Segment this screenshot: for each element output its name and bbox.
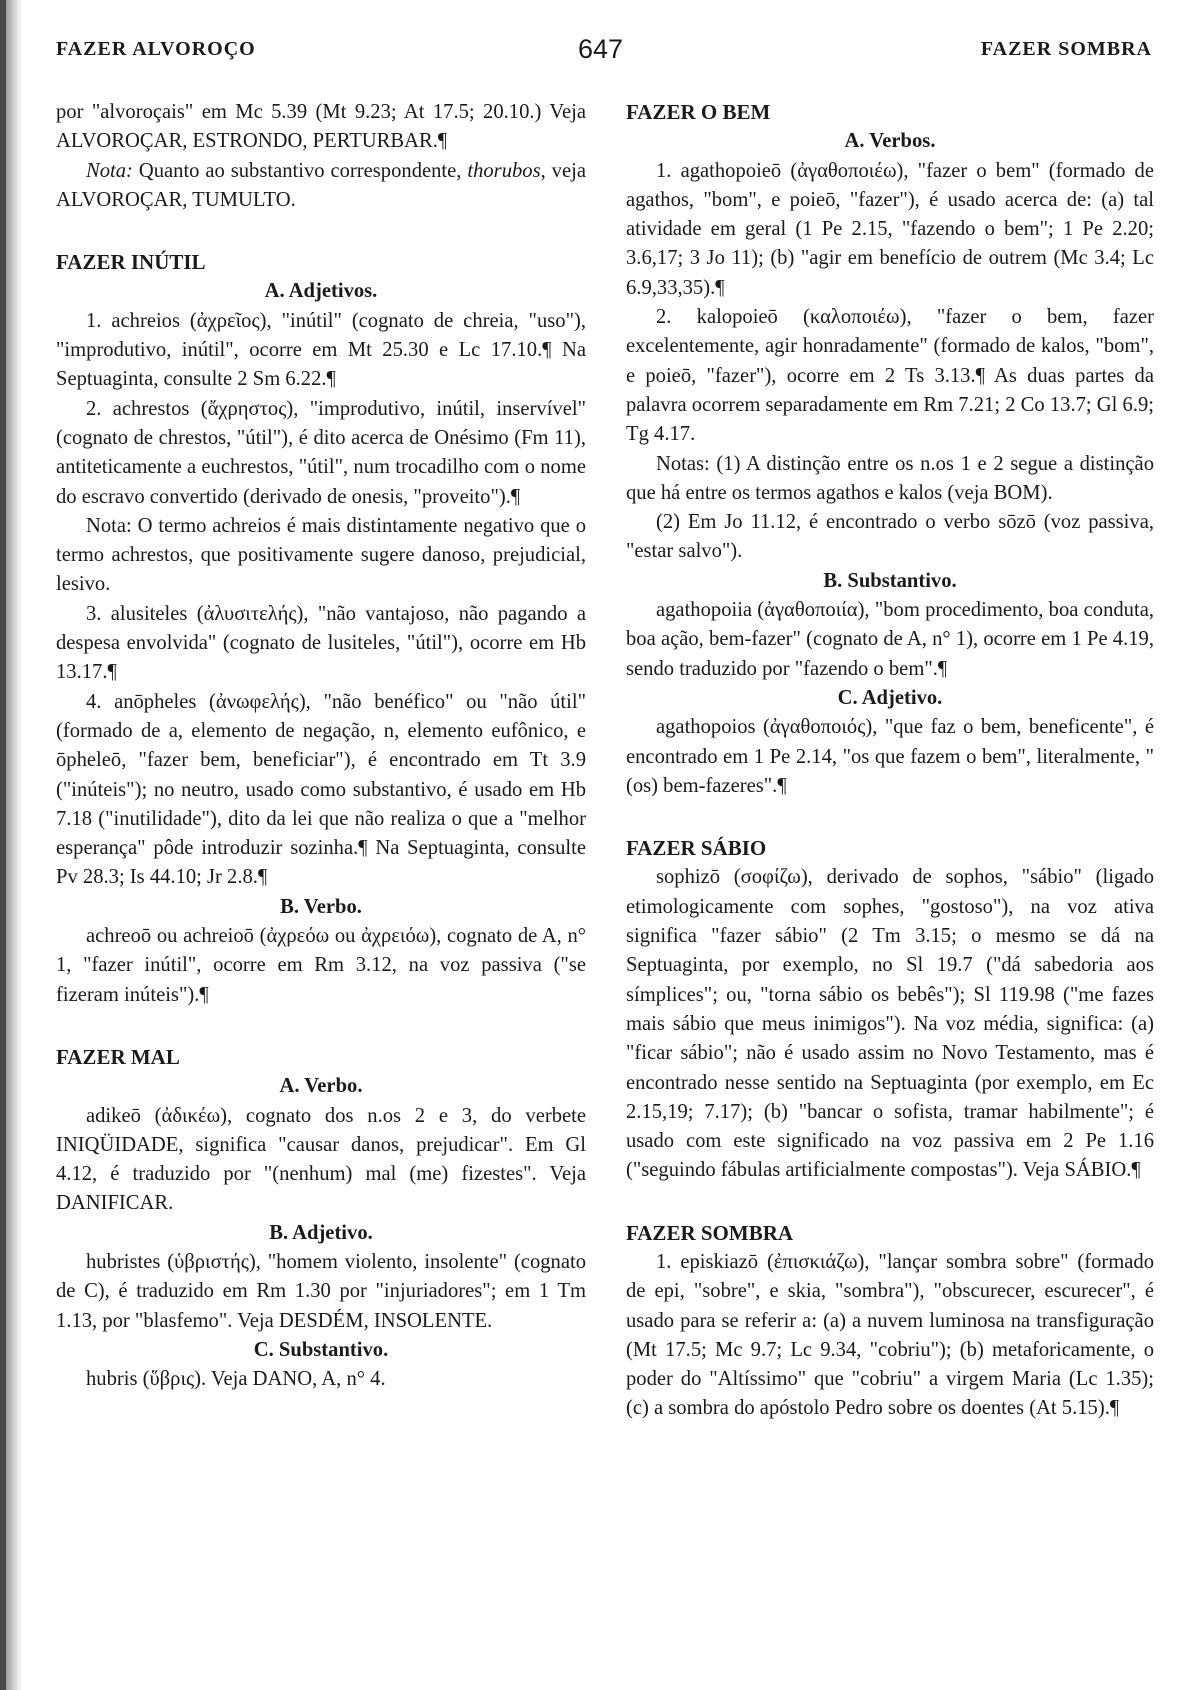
page-binding-edge — [0, 0, 6, 1690]
note-text: Quanto ao substantivo correspondente, — [132, 159, 468, 182]
spacer — [56, 215, 586, 248]
subheading-adjetivo: B. Adjetivo. — [269, 1221, 373, 1244]
spacer — [626, 801, 1154, 834]
entry-title-fazer-sombra: FAZER SOMBRA — [626, 1220, 794, 1245]
subheading-substantivo: B. Substantivo. — [823, 569, 957, 592]
note-label: Nota: — [86, 159, 133, 182]
definition-sophizo: sophizō (σοφίζω), derivado de sophos, "sábio" (ligado etimologicamente com sophes, "gostoso"), na voz ativa significa "fazer sábio" (2 Tm 3.15; o mesmo se dá na Septuaginta, por exemplo, no Sl 19.7 ("dá sabedoria aos símplices"; ou, "torna sábio os bebês"); Sl 119.98 ("me fazes mais sábio que meus inimigos"). Na voz média, significa: (a) "ficar sábio"; não é usado assim no Novo Testamento, mas é encontrado nesse sentido na Septuaginta (por exemplo, em Ec 2.15,19; 7.17); (b) "bancar o sofista, tramar habilmente"; é usado com este significado na voz passiva em 2 Pe 1.16 ("seguindo fábulas artificialmente compostas"). Veja SÁBIO.¶ — [626, 866, 1154, 1182]
definition-agathopoiia: agathopoiia (ἀγαθοποιία), "bom procedimento, boa conduta, boa ação, bem-fazer" (cognato de A, n° 1), ocorre em 1 Pe 4.19, sendo traduzido por "fazendo o bem".¶ — [626, 599, 1154, 680]
note-term: thorubos — [467, 159, 541, 182]
subheading-verbos: A. Verbos. — [844, 130, 936, 153]
definition-episkiazo: 1. episkiazō (ἐπισκιάζω), "lançar sombra sobre" (formado de epi, "sobre", e skia, "sombra"), "obscurecer, escurecer", é usado para se referir a: (a) a nuvem luminosa na transfiguração (Mt 17.5; Mc 9.7; Lc 9.34, "cobriu"); (b) metaforicamente, o poder do "Altíssimo" que "cobriu" a virgem Maria (Lc 1.35); (c) a sombra do apóstolo Pedro sobre os doentes (At 5.15).¶ — [626, 1250, 1154, 1420]
entry-title-fazer-inutil: FAZER INÚTIL — [56, 250, 206, 275]
note-end: , veja ALVOROÇAR, TUMULTO. — [56, 159, 586, 211]
note-achreios: Nota: O termo achreios é mais distintamente negativo que o termo achrestos, que positivamente sugere danoso, prejudicial, lesivo. — [56, 514, 586, 596]
spacer — [626, 1186, 1154, 1219]
subheading-verbo: B. Verbo. — [280, 895, 362, 918]
definition-alusiteles: 3. alusiteles (ἀλυσιτελής), "não vantajoso, não pagando a despesa envolvida" (cognato de lusiteles, "útil"), ocorre em Hb 13.17.¶ — [56, 602, 586, 684]
definition-agathopoios: agathopoios (ἀγαθοποιός), "que faz o bem, beneficente", é encontrado em 1 Pe 2.14, "os que fazem o bem", literalmente, "(os) bem-fazeres".¶ — [626, 716, 1154, 797]
entry-title-fazer-sabio: FAZER SÁBIO — [626, 836, 767, 861]
notes-1: Notas: (1) A distinção entre os n.os 1 e 2 segue a distinção que há entre os termos agathos e kalos (veja BOM). — [626, 452, 1154, 504]
subheading-adjetivos: A. Adjetivos. — [264, 280, 378, 303]
subheading-substantivo: C. Substantivo. — [253, 1338, 389, 1361]
definition-achrestos: 2. achrestos (ἄχρηστος), "improdutivo, inútil, inservível" (cognato de chrestos, "útil"), é dito acerca de Onésimo (Fm 11), antiteticamente a euchrestos, "útil", num trocadilho com o nome do escravo convertido (derivado de onesis, "proveito").¶ — [56, 397, 586, 508]
left-column — [56, 98, 586, 1394]
definition-agathopoieo: 1. agathopoieō (ἀγαθοποιέω), "fazer o bem" (formado de agathos, "bom", e poieō, "fazer"), é usado acerca de: (a) tal atividade em geral (1 Pe 2.15, "fazendo o bem"; 1 Pe 2.20; 3.6,17; 3 Jo 11); (b) "agir em benefício de outrem (Mc 3.4; Lc 6.9,33,35).¶ — [626, 159, 1154, 299]
definition-hubris: hubris (ὕβρις). Veja DANO, A, n° 4. — [86, 1368, 386, 1391]
definition-adikeo: adikeō (ἀδικέω), cognato dos n.os 2 e 3, do verbete INIQÜIDADE, significa "causar danos, prejudicar". Em Gl 4.12, é traduzido por "(nenhum) mal (me) fizestes". Veja DANIFICAR. — [56, 1104, 586, 1215]
entry-title-fazer-mal: FAZER MAL — [56, 1044, 180, 1069]
page-number: 647 — [578, 34, 624, 64]
subheading-verbo: A. Verbo. — [279, 1075, 363, 1098]
right-column — [626, 98, 1154, 1424]
definition-achreios: 1. achreios (ἀχρεῖος), "inútil" (cognato de chreia, "uso"), "improdutivo, inútil", ocorre em Mt 25.30 e Lc 17.10.¶ Na Septuaginta, consulte 2 Sm 6.22.¶ — [56, 309, 586, 391]
spacer — [56, 1010, 586, 1043]
running-header-left: FAZER ALVOROÇO — [56, 38, 256, 60]
subheading-adjetivo: C. Adjetivo. — [837, 686, 943, 709]
note-paragraph — [56, 157, 586, 216]
running-header-right: FAZER SOMBRA — [980, 38, 1152, 60]
continuation-paragraph: por "alvoroçais" em Mc 5.39 (Mt 9.23; At 17.5; 20.10.) Veja ALVOROÇAR, ESTRONDO, PERTURBAR.¶ — [56, 101, 586, 153]
definition-kalopoieo: 2. kalopoieō (καλοποιέω), "fazer o bem, fazer excelentemente, agir honradamente" (formado de kalos, "bom", e poieō, "fazer"), ocorre em 2 Ts 3.13.¶ As duas partes da palavra ocorrem separadamente em Rm 7.21; 2 Co 13.7; Gl 6.9; Tg 4.17. — [626, 306, 1154, 446]
definition-hubristes: hubristes (ὑβριστής), "homem violento, insolente" (cognato de C), é traduzido em Rm 1.30 por "injuriadores"; em 1 Tm 1.13, por "blasfemo". Veja DESDÉM, INSOLENTE. — [56, 1250, 586, 1332]
entry-title-fazer-o-bem: FAZER O BEM — [626, 100, 771, 124]
definition-achreoo: achreoō ou achreioō (ἀχρεόω ou ἀχρειόω), cognato de A, n° 1, "fazer inútil", ocorre em Rm 3.12, na voz passiva ("se fizeram inúteis").¶ — [56, 925, 586, 1006]
notes-2: (2) Em Jo 11.12, é encontrado o verbo sōzō (voz passiva, "estar salvo"). — [626, 511, 1154, 563]
definition-anopheles: 4. anōpheles (ἀνωφελής), "não benéfico" ou "não útil" (formado de a, elemento de negação, n, elemento eufônico, e ōpheleō, "fazer bem, beneficiar"), é encontrado em Tt 3.9 ("inúteis"); no neutro, usado como substantivo, é usado em Hb 7.18 ("inutilidade"), dito da lei que não realiza o que a "melhor esperança" pôde introduzir sozinha.¶ Na Septuaginta, consulte Pv 28.3; Is 44.10; Jr 2.8.¶ — [56, 690, 586, 889]
